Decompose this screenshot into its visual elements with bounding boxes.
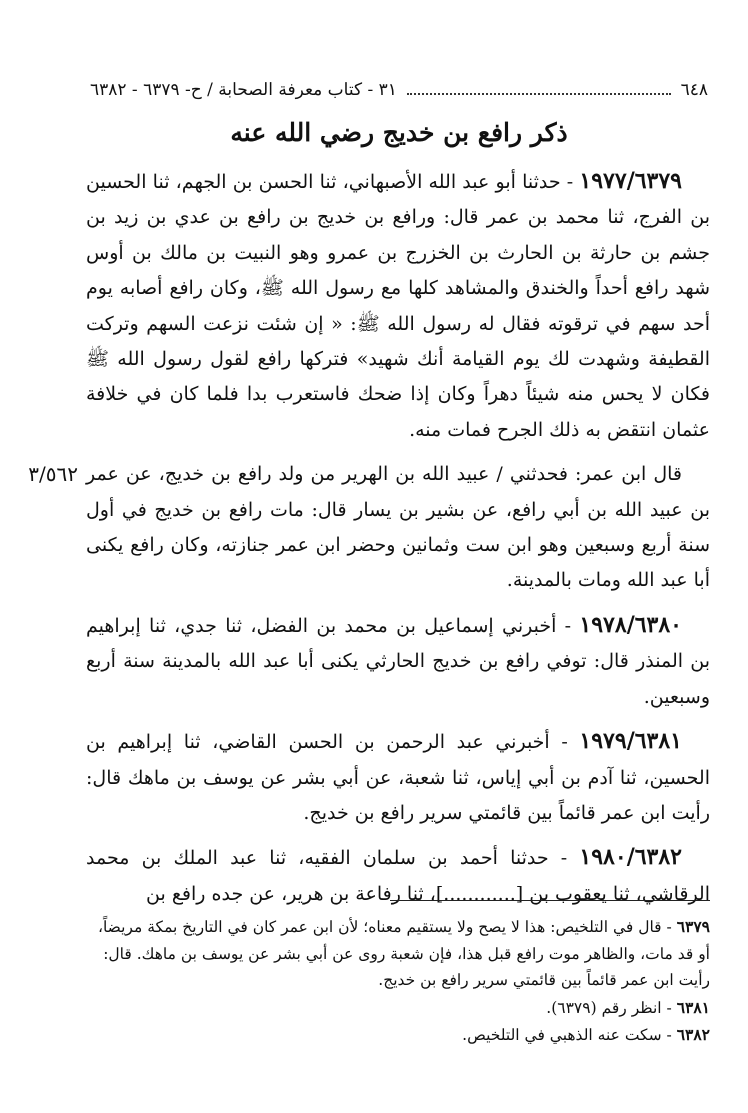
hadith-text: - أخبرني إسماعيل بن محمد بن الفضل، ثنا جدي، ثنا إبراهيم بن المنذر قال: توفي رافع بن خديج الحارثي يكنى أبا عبد الله بالمدينة سنة أربع وسبعين. (86, 614, 710, 708)
footnote-number: ٦٣٨٢ (676, 1025, 710, 1044)
hadith-text: - أخبرني عبد الرحمن بن الحسن القاضي، ثنا إبراهيم بن الحسين، ثنا آدم بن أبي إياس، ثنا شعبة، عن أبي بشر عن يوسف بن ماهك قال: رأيت ابن عمر قائماً بين قائمتي سرير رافع بن خديج. (86, 731, 710, 824)
hadith-text: - حدثنا أبو عبد الله الأصبهاني، ثنا الحسن بن الجهم، ثنا الحسين بن الفرج، ثنا محمد بن عمر قال: ورافع بن خديج بن رافع بن عدي بن زيد بن جشم بن حارثة بن الحارث بن الخزرج بن عمرو وهو النبيت بن مالك بن أوس شهد رافع أحداً والخندق والمشاهد كلها مع رسول الله ﷺ، وكان رافع أصابه يوم أحد سهم في ترقوته فقال له رسول الله ﷺ: « إن شئت نزعت السهم وتركت القطيفة وشهدت لك يوم القيامة أنك شهيد» فتركها رافع لقول رسول الله ﷺ فكان لا يحس منه شيئاً دهراً وكان إذا ضحك فاستعرب بدا فلما كان في خلافة عثمان انتقض به ذلك الجرح فمات منه. (86, 171, 710, 441)
hadith-paragraph (86, 608, 710, 715)
hadith-text: قال ابن عمر: فحدثني / عبيد الله بن الهرير من ولد رافع بن خديج، عن عمر بن عبيد الله بن أبي رافع، عن بشير بن يسار قال: مات رافع بن خديج في أول سنة أربع وسبعين وهو ابن ست وثمانين وحضر ابن عمر جنازته، وكان رافع يكنى أبا عبد الله ومات بالمدينة. (86, 463, 710, 592)
hadith-paragraph (86, 840, 710, 912)
footnote (86, 1022, 710, 1049)
footnote (86, 914, 710, 994)
running-header (90, 80, 708, 100)
footnote-text: - سكت عنه الذهبي في التلخيص. (462, 1026, 677, 1044)
footnotes (86, 914, 710, 1050)
header-dot-leader (407, 93, 671, 95)
hadith-number: ١٩٧٩/٦٣٨١ (579, 728, 682, 755)
footnote-number: ٦٣٨١ (676, 997, 710, 1017)
hadith-number: ١٩٧٧/٦٣٧٩ (579, 168, 682, 194)
hadith-number: ١٩٨٠/٦٣٨٢ (579, 844, 682, 871)
hadith-paragraph (86, 457, 710, 599)
footnote-text: - قال في التلخيص: هذا لا يصح ولا يستقيم معناه؛ لأن ابن عمر كان في التاريخ بمكة مريضاً، أو قد مات، والظاهر موت رافع قبل هذا، فإن شعبة روى عن أبي بشر عن يوسف بن ماهك. قال: رأيت ابن عمر قائماً بين قائمتي سرير رافع بن خديج. (97, 918, 710, 989)
margin-reference: ٣/٥٦٢ (28, 462, 78, 486)
main-text (86, 164, 710, 921)
footnote-text: - انظر رقم (٦٣٧٩). (546, 998, 677, 1017)
hadith-paragraph (86, 724, 710, 831)
footnote-divider (390, 900, 710, 901)
hadith-number: ١٩٧٨/٦٣٨٠ (579, 611, 682, 638)
section-title: ذكر رافع بن خديج رضي الله عنه (230, 118, 568, 147)
footnote (86, 995, 710, 1022)
page-number: ٦٤٨ (680, 80, 708, 100)
footnote-number: ٦٣٧٩ (676, 917, 710, 936)
hadith-text: - حدثنا أحمد بن سلمان الفقيه، ثنا عبد الملك بن محمد الرقاشي، ثنا يعقوب بن [............]، ثنا رفاعة بن هرير، عن جده رافع بن (86, 847, 710, 905)
hadith-paragraph (86, 164, 710, 448)
running-title: ٣١ - كتاب معرفة الصحابة / ح- ٦٣٧٩ - ٦٣٨٢ (90, 80, 397, 100)
